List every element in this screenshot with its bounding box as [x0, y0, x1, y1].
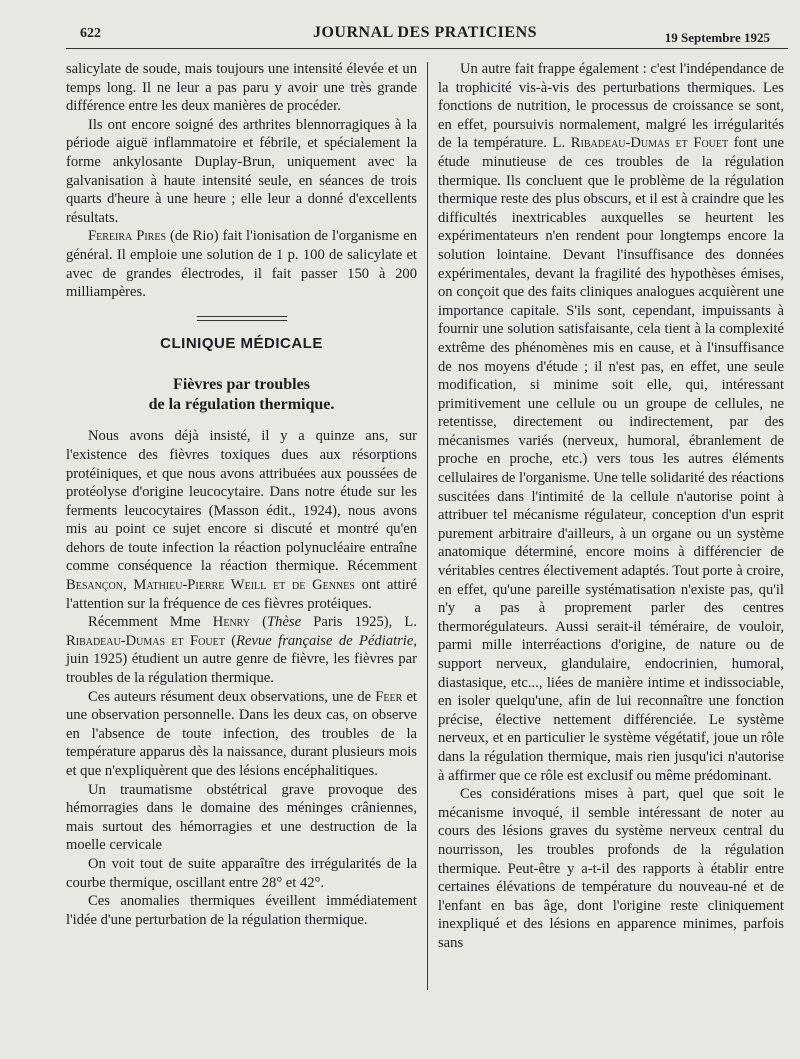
author-names: L. Ribadeau-Dumas et Fouet	[552, 135, 729, 152]
author-name: Fereira Pires	[88, 228, 167, 245]
paragraph: Ces considérations mises à part, quel que soit le mécanisme invoqué, il semble intéressant de noter au cours des lésions graves du système nerveux central du nourrisson, les troubles profonds de la régulation thermique. Peut-être y a-t-il des rapports à établir entre certaines élévations de température du nouveau-né et de l'enfant en bas âge, dont l'origine reste cliniquement inexpliqué et des lésions en apparence minimes, parfois sans	[438, 786, 784, 951]
left-column	[66, 60, 417, 929]
author-name: Henry	[212, 614, 251, 631]
paragraph: Nous avons déjà insisté, il y a quinze ans, sur l'existence des fièvres toxiques dues aux résorptions protéiniques, et que nous avons attribuées aux poussées de protéolyse d'origine leucocytaire. Dans notre étude sur les ferments leucocytaires (Masson édit., 1924), nous avons mis au point ce sujet encore si discuté et montré qu'en dehors de toute infection la réaction polynucléaire entraîne comme conséquence la réaction thermique. Récemment Besançon, Mathieu-Pierre Weill et de Gennes ont attiré l'attention sur la fréquence de ces fièvres protéiques.	[66, 428, 417, 612]
section-separator	[197, 316, 287, 321]
right-column	[438, 60, 784, 953]
author-names: L. Ribadeau-Dumas et Fouet	[66, 614, 417, 649]
section-heading: CLINIQUE MÉDICALE	[160, 334, 323, 352]
paragraph: Ces auteurs résument deux observations, une de Feer et une observation personnelle. Dans les deux cas, on observe en l'absence de toute infection, des troubles de la température apparus dès la naissance, durant plusieurs mois et que n'expliquèrent que des lésions encéphalitiques.	[66, 688, 417, 779]
issue-date: 19 Septembre 1925	[664, 30, 770, 45]
paragraph: Ces anomalies thermiques éveillent immédiatement l'idée d'une perturbation de la régulation thermique.	[66, 893, 417, 928]
header-rule	[66, 48, 788, 49]
paragraph: Fereira Pires (de Rio) fait l'ionisation de l'organisme en général. Il emploie une solution de 1 p. 100 de salicylate et avec de grandes électrodes, il fait passer 150 à 200 milliampères.	[66, 228, 417, 301]
paragraph: Un autre fait frappe également : c'est l'indépendance de la trophicité vis-à-vis des perturbations thermiques. Les fonctions de nutrition, le processus de croissance se sont, en effet, poursuivis normalement, malgré les irrégularités de la température. L. Ribadeau-Dumas et Fouet font une étude minutieuse de ces troubles de la régulation thermique. Ils concluent que le problème de la régulation thermique reste des plus obscurs, et il est à craindre que les difficultés inextricables auxquelles se heurtent les expérimentateurs n'en rendent pour longtemps encore la solution lointaine. Devant l'insuffisance des données expérimentales, devant la fragilité des hypothèses émises, on conçoit que des faits cliniques analogues acquièrent une importance capitale. S'ils sont, cependant, impuissants à fournir une solution satisfaisante, cela tient à la complexité extrême des phénomènes mis en cause, et à l'insuffisance de nos moyens d'étude ; il n'est pas, en effet, une seule modification, si minime soit elle, qui, intéressant primitivement une cellule ou un groupe de cellules, ne retentisse, directement ou indirectement, par des mécanismes variés (nerveux, humoral, ébranlement de proche en proche, etc.) vers tous les autres éléments cellulaires de l'organisme. Une telle solidarité des réactions suscitées dans l'intimité de la cellule n'autorise point à attribuer tel mécanisme régulateur, conception d'un esprit purement arbitraire d'ailleurs, à un organe ou un système anatomique déterminé, encore moins à différencier de véritables centres électivement adaptés. Tout porte à croire, en effet, qu'une pareille systématisation n'existe pas, qu'il n'y a pas à proprement parler des centres thermorégulateurs. Aussi serait-il téméraire, de vouloir, parmi mille interréactions d'origine, de nature ou de support nerveux, glandulaire, endocrinien, humoral, diastasique, etc..., liées de manière intime et indissociable, en isoler quelqu'une, afin de lui reconnaître une fonction précise, élective nettement différenciée. Le système nerveux, et en particulier le système végétatif, joue un rôle dans la régulation thermique, mais rien jusqu'ici n'autorise à affirmer que ce rôle est exclusif ou même prédominant.	[438, 61, 785, 784]
journal-title: JOURNAL DES PRATICIENS	[312, 24, 538, 41]
paragraph: Récemment Mme Henry (Thèse Paris 1925), L. Ribadeau-Dumas et Fouet (Revue française de Pédiatrie, juin 1925) étudient un autre genre de fièvre, les fièvres par troubles de la régulation thermique.	[66, 614, 417, 687]
page-number: 622	[80, 26, 101, 41]
journal-reference: Revue française de Pédiatrie	[236, 632, 414, 649]
author-names: Besançon, Mathieu-Pierre Weill et de Gennes	[66, 577, 355, 594]
page-header	[80, 22, 770, 48]
column-divider	[427, 62, 428, 990]
paragraph: Un traumatisme obstétrical grave provoque des hémorragies dans le domaine des méninges crâniennes, mais surtout des hémorragies et une destruction de la moelle cervicale	[66, 781, 417, 854]
paragraph: salicylate de soude, mais toujours une intensité élevée et un temps long. Il ne leur a pas paru y avoir une très grande différence entre les deux manières de procéder.	[66, 61, 417, 115]
article-title: Fièvres par troubles de la régulation thermique.	[148, 376, 335, 414]
paragraph: Ils ont encore soigné des arthrites blennorragiques à la période aiguë inflammatoire et fébrile, et spécialement la forme ankylosante Duplay-Brun, uniquement avec la galvanisation à haute intensité seule, en séances de trois quarts d'heure à une heure ; elle leur a donné d'excellents résultats.	[66, 116, 417, 226]
author-name: Feer	[375, 688, 403, 705]
paragraph: On voit tout de suite apparaître des irrégularités de la courbe thermique, oscillant entre 28° et 42°.	[66, 855, 417, 891]
